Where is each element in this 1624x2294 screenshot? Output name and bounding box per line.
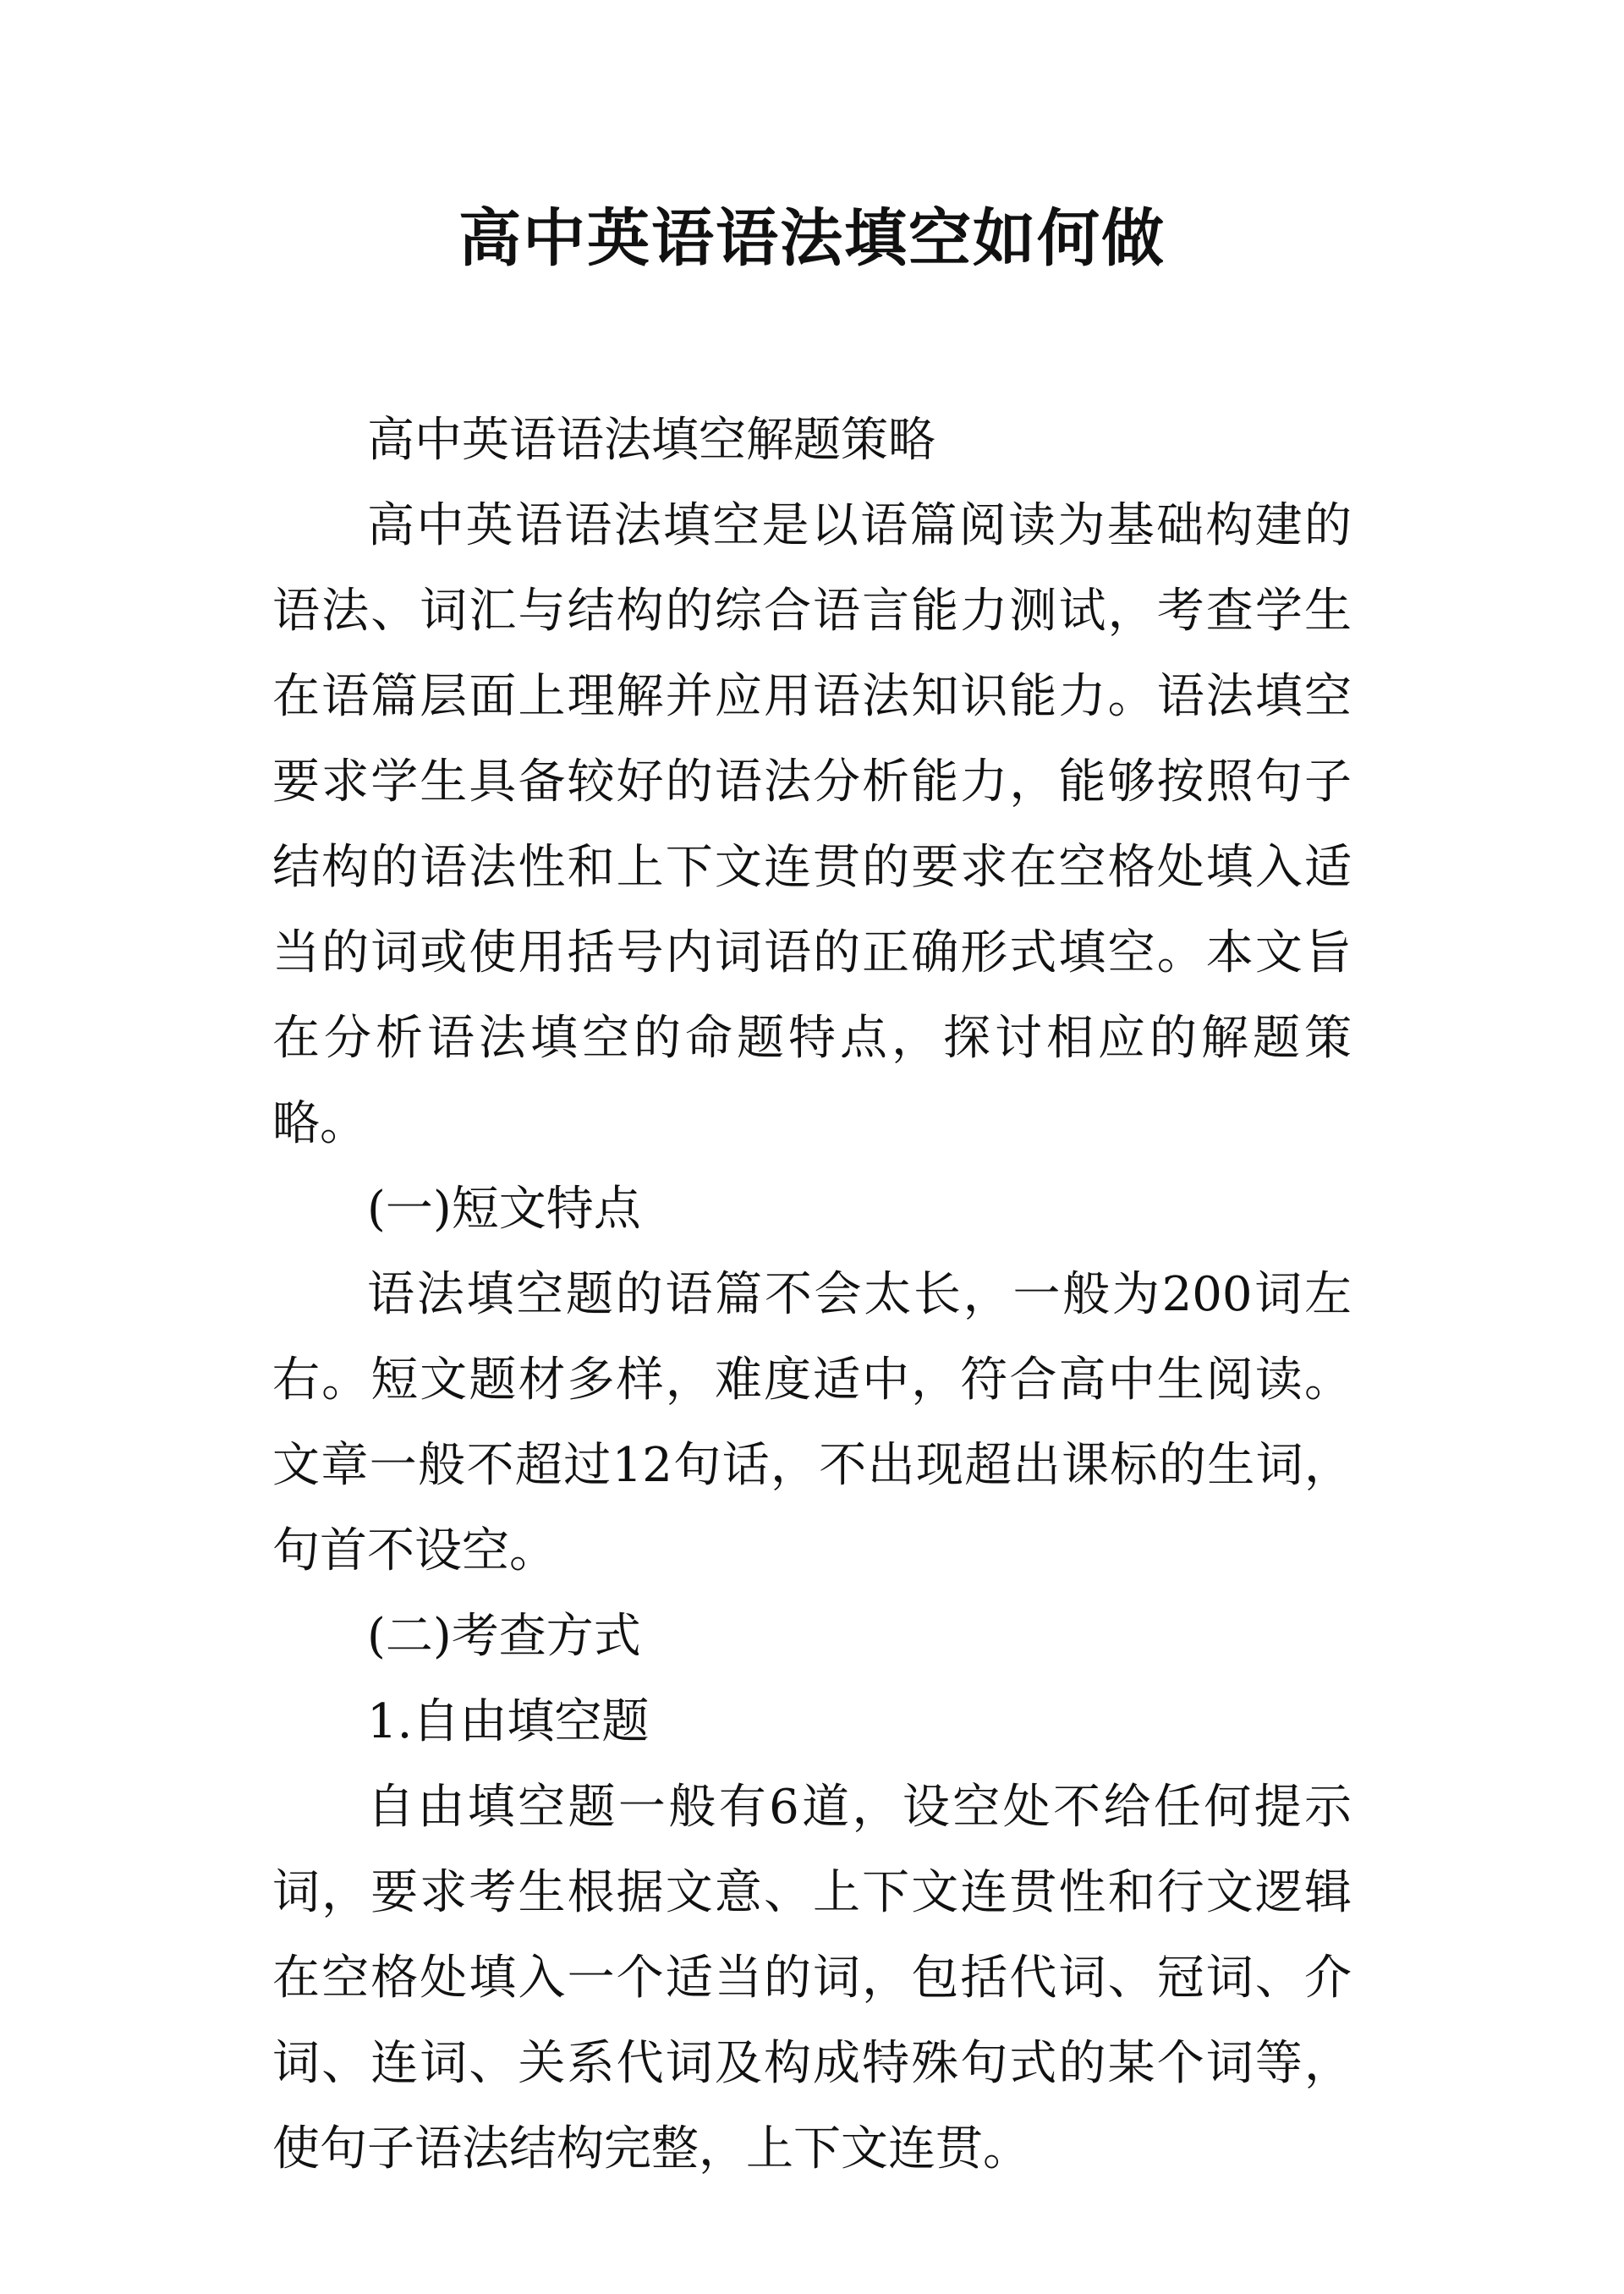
section-heading-text-features: (一)短文特点 (367, 1182, 641, 1237)
document-title: 高中英语语法填空如何做 (458, 202, 1166, 275)
free-fill-paragraph: 自由填空题一般有6道，设空处不给任何提示词，要求考生根据文意、上下文连贯性和行文逻辑在空格处填入一个适当的词，包括代词、冠词、介词、连词、关系代词及构成特殊句式的某个词等，使句子语法结构完整，上下文连贯。 (272, 1780, 1352, 2176)
intro-paragraph: 高中英语语法填空是以语篇阅读为基础构建的语法、词汇与结构的综合语言能力测试，考查学生在语篇层面上理解并应用语法知识能力。语法填空要求学生具备较好的语法分析能力，能够按照句子结构的语法性和上下文连贯的要求在空格处填入适当的词或使用括号内词语的正确形式填空。本文旨在分析语法填空的命题特点，探讨相应的解题策略。 (272, 498, 1352, 1151)
subtitle-paragraph: 高中英语语法填空解题策略 (367, 413, 935, 468)
section-heading-test-method: (二)考查方式 (367, 1609, 641, 1664)
document-body (272, 398, 1352, 2192)
text-features-paragraph: 语法填空题的语篇不会太长，一般为200词左右。短文题材多样，难度适中，符合高中生阅读。文章一般不超过12句话，不出现超出课标的生词，句首不设空。 (272, 1267, 1352, 1578)
subsection-heading-free-fill: 1.自由填空题 (367, 1694, 650, 1749)
